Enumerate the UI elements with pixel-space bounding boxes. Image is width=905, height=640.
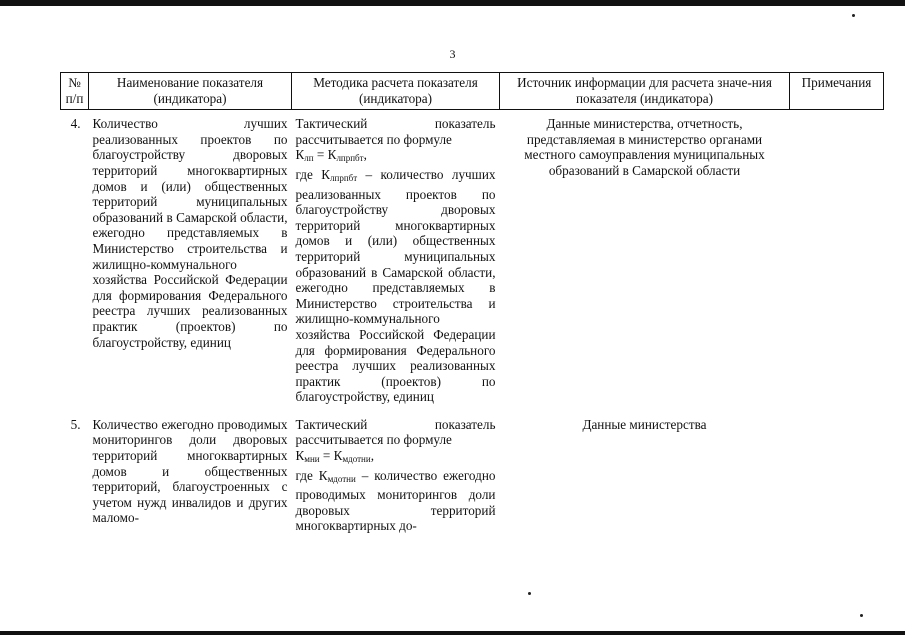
calculation-method [292, 407, 500, 536]
scan-speck [860, 614, 863, 617]
variable-definition: где $К_{лпрпбт}$ – количество лучших реализованных проектов по благоустройству дворовых территорий многоквартирных домов и (или) общественных территорий муниципальных образований в Самарской области, ежегодно представляемых в Министерство строительства и жилищно-коммунального хозяйства Российской Федерации для формирования Федерального реестра лучших реализованных практик (проектов) по благоустройству, единиц [295, 166, 496, 405]
formula: $К_{мни} = К_{мдотни}$, [295, 448, 374, 465]
method-intro: Тактический показатель рассчитывается по формуле [295, 416, 496, 448]
header-num: № п/п [61, 73, 89, 110]
table-row [61, 110, 884, 407]
header-method: Методика расчета показателя (индикатора) [292, 73, 500, 110]
information-source: Данные министерства [582, 416, 707, 432]
indicator-name: Количество лучших реализованных проектов по благоустройству дворовых территорий многоквартирных домов и (или) общественных территорий муниципальных образований в Самарской области, ежегодно представляемых в Министерство строительства и жилищно-коммунального хозяйства Российской Федерации для формирования Федерального реестра лучших реализованных практик (проектов) по благоустройству, единиц [92, 116, 288, 350]
notes-cell [790, 110, 884, 407]
scan-speck [852, 14, 855, 17]
method-intro: Тактический показатель рассчитывается по формуле [295, 116, 496, 147]
table-header-row [61, 73, 884, 110]
header-name: Наименование показателя (индикатора) [89, 73, 292, 110]
calculation-method [292, 110, 500, 407]
bottom-border [0, 631, 905, 635]
row-number: 4. [70, 116, 81, 132]
variable-definition: где $К_{мдотни}$ – количество ежегодно проводимых мониторингов доли дворовых территорий многоквартирных до- [295, 467, 496, 534]
notes-cell [790, 407, 884, 536]
indicators-table [60, 72, 884, 536]
page-number: 3 [449, 47, 456, 61]
scan-speck [528, 592, 531, 595]
information-source: Данные министерства, отчетность, представляемая в министерство органами местного самоуправления муниципальных образований в Самарской области [524, 116, 765, 178]
row-number: 5. [70, 416, 81, 432]
top-border [0, 0, 905, 6]
indicator-name: Количество ежегодно проводимых мониторингов доли дворовых территорий многоквартирных домов и общественных территорий, благоустроенных с учетом нужд инвалидов и других маломо- [92, 416, 288, 526]
formula: $К_{лп} = К_{лпрпбт}$, [295, 147, 367, 164]
table-row [61, 407, 884, 536]
header-source: Источник информации для расчета значе-ния показателя (индикатора) [500, 73, 790, 110]
header-notes: Примечания [790, 73, 884, 110]
